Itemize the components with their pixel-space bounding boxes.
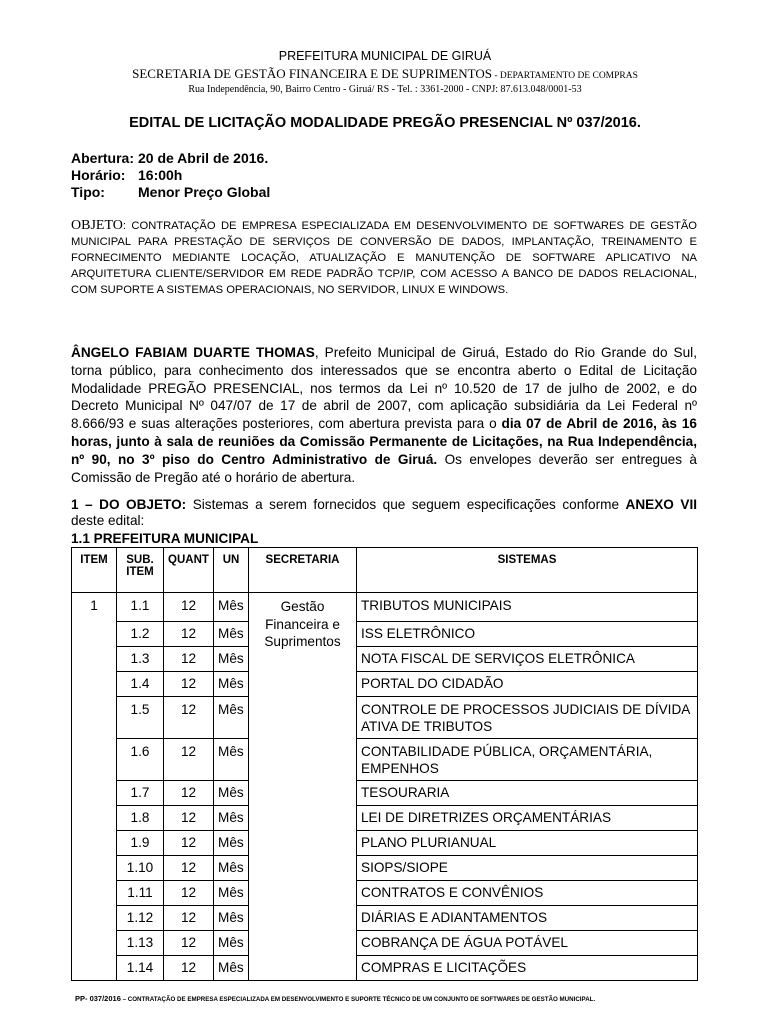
objeto-label: OBJETO xyxy=(71,218,123,233)
sistema-cell: PORTAL DO CIDADÃO xyxy=(357,672,698,697)
sistema-cell: CONTABILIDADE PÚBLICA, ORÇAMENTÁRIA, EMPENHOS xyxy=(357,739,698,781)
footer-text: – CONTRATAÇÃO DE EMPRESA ESPECIALIZADA EM DESENVOLVIMENTO E SUPORTE TÉCNICO DE UM CONJUNTO DE SOFTWARES DE GESTÃO MUNICIPAL. xyxy=(120,996,596,1003)
sub-item-cell: 1.8 xyxy=(117,806,164,831)
header-secretaria xyxy=(0,66,770,82)
quant-cell: 12 xyxy=(164,672,214,697)
sub-item-cell: 1.7 xyxy=(117,781,164,806)
sistema-cell: CONTROLE DE PROCESSOS JUDICIAIS DE DÍVIDA ATIVA DE TRIBUTOS xyxy=(357,697,698,739)
table-row xyxy=(72,739,698,781)
col-header-sistemas: SISTEMAS xyxy=(357,548,698,593)
table-row xyxy=(72,956,698,981)
item-cell: 1 xyxy=(72,593,117,981)
preambulo-bold-date: dia 07 de Abril de 2016, às 16 horas, junto à sala de reuniões da Comissão Permanente de Licitações, na Rua Independência, nº 90, no 3º piso do Centro Administrativo de Giruá. xyxy=(71,416,697,467)
sub-item-cell: 1.5 xyxy=(117,697,164,739)
table-row xyxy=(72,931,698,956)
document-title: EDITAL DE LICITAÇÃO MODALIDADE PREGÃO PRESENCIAL Nº 037/2016. xyxy=(129,115,641,131)
abertura-label: Abertura: xyxy=(71,150,135,166)
items-table xyxy=(71,547,698,981)
section-1-annex: ANEXO VII xyxy=(625,497,697,512)
page-footer xyxy=(75,994,595,1003)
quant-cell: 12 xyxy=(164,697,214,739)
sub-item-cell: 1.14 xyxy=(117,956,164,981)
quant-cell: 12 xyxy=(164,881,214,906)
section-1-heading: 1 – DO OBJETO: xyxy=(71,497,187,512)
table-row xyxy=(72,697,698,739)
sub-item-cell: 1.12 xyxy=(117,906,164,931)
sistema-cell: COBRANÇA DE ÁGUA POTÁVEL xyxy=(357,931,698,956)
table-row xyxy=(72,647,698,672)
un-cell: Mês xyxy=(214,806,249,831)
preambulo-text-2: Os envelopes deverão ser entregues à Comissão de Pregão até o horário de abertura. xyxy=(71,451,697,485)
tipo-value: Menor Preço Global xyxy=(138,184,271,200)
table-row xyxy=(72,781,698,806)
quant-cell: 12 xyxy=(164,622,214,647)
header-prefeitura: PREFEITURA MUNICIPAL DE GIRUÁ xyxy=(278,49,492,63)
header-secretaria-name: SECRETARIA DE GESTÃO FINANCEIRA E DE SUPRIMENTOS xyxy=(132,66,492,81)
table-row xyxy=(72,622,698,647)
un-cell: Mês xyxy=(214,697,249,739)
header-departamento: - DEPARTAMENTO DE COMPRAS xyxy=(491,71,638,81)
table-row xyxy=(72,593,698,622)
secretaria-cell: Gestão Financeira e Suprimentos xyxy=(249,593,357,981)
sub-item-cell: 1.6 xyxy=(117,739,164,781)
sistema-cell: TESOURARIA xyxy=(357,781,698,806)
col-header-item: ITEM xyxy=(72,548,117,593)
un-cell: Mês xyxy=(214,881,249,906)
quant-cell: 12 xyxy=(164,856,214,881)
sistema-cell: DIÁRIAS E ADIANTAMENTOS xyxy=(357,906,698,931)
prefeito-name: ÂNGELO FABIAM DUARTE THOMAS xyxy=(71,345,315,360)
sub-item-cell: 1.2 xyxy=(117,622,164,647)
table-row xyxy=(72,906,698,931)
un-cell: Mês xyxy=(214,647,249,672)
objeto-paragraph xyxy=(71,218,697,298)
sistema-cell: ISS ELETRÔNICO xyxy=(357,622,698,647)
un-cell: Mês xyxy=(214,622,249,647)
un-cell: Mês xyxy=(214,956,249,981)
section-1-1-heading: 1.1 PREFEITURA MUNICIPAL xyxy=(71,531,259,546)
sistema-cell: SIOPS/SIOPE xyxy=(357,856,698,881)
section-1-objeto xyxy=(71,497,697,529)
col-header-secretaria: SECRETARIA xyxy=(249,548,357,593)
sistema-cell: COMPRAS E LICITAÇÕES xyxy=(357,956,698,981)
abertura-value: 20 de Abril de 2016. xyxy=(138,150,269,166)
un-cell: Mês xyxy=(214,831,249,856)
meta-abertura xyxy=(71,150,268,166)
quant-cell: 12 xyxy=(164,806,214,831)
sub-item-cell: 1.4 xyxy=(117,672,164,697)
quant-cell: 12 xyxy=(164,931,214,956)
table-row xyxy=(72,806,698,831)
col-header-un: UN xyxy=(214,548,249,593)
table-row xyxy=(72,831,698,856)
table-header-row xyxy=(72,548,698,593)
preambulo-paragraph xyxy=(71,344,697,486)
footer-code: PP- 037/2016 xyxy=(75,994,121,1003)
sistema-cell: NOTA FISCAL DE SERVIÇOS ELETRÔNICA xyxy=(357,647,698,672)
col-header-quant: QUANT xyxy=(164,548,214,593)
quant-cell: 12 xyxy=(164,593,214,622)
meta-horario xyxy=(71,167,182,183)
un-cell: Mês xyxy=(214,906,249,931)
quant-cell: 12 xyxy=(164,956,214,981)
section-1-text: Sistemas a serem fornecidos que seguem especificações conforme xyxy=(186,497,626,512)
sub-item-cell: 1.1 xyxy=(117,593,164,622)
tipo-label: Tipo: xyxy=(71,184,105,200)
quant-cell: 12 xyxy=(164,831,214,856)
sistema-cell: CONTRATOS E CONVÊNIOS xyxy=(357,881,698,906)
quant-cell: 12 xyxy=(164,906,214,931)
un-cell: Mês xyxy=(214,672,249,697)
sub-item-cell: 1.13 xyxy=(117,931,164,956)
un-cell: Mês xyxy=(214,931,249,956)
sistema-cell: LEI DE DIRETRIZES ORÇAMENTÁRIAS xyxy=(357,806,698,831)
sistema-cell: PLANO PLURIANUAL xyxy=(357,831,698,856)
horario-label: Horário: xyxy=(71,167,126,183)
quant-cell: 12 xyxy=(164,739,214,781)
sistema-cell: TRIBUTOS MUNICIPAIS xyxy=(357,593,698,622)
un-cell: Mês xyxy=(214,781,249,806)
col-header-sub-item: SUB. ITEM xyxy=(117,548,164,593)
quant-cell: 12 xyxy=(164,647,214,672)
table-row xyxy=(72,672,698,697)
sub-item-cell: 1.11 xyxy=(117,881,164,906)
un-cell: Mês xyxy=(214,856,249,881)
horario-value: 16:00h xyxy=(138,167,183,183)
un-cell: Mês xyxy=(214,593,249,622)
quant-cell: 12 xyxy=(164,781,214,806)
sub-item-cell: 1.3 xyxy=(117,647,164,672)
sub-item-cell: 1.10 xyxy=(117,856,164,881)
objeto-text: : CONTRATAÇÃO DE EMPRESA ESPECIALIZADA EM DESENVOLVIMENTO DE SOFTWARES DE GESTÃO MUNICIPAL PARA PRESTAÇÃO DE SERVIÇOS DE CONVERSÃO DE DADOS, IMPLANTAÇÃO, TREINAMENTO E FORNECIMENTO MEDIANTE LOCAÇÃO, ATUALIZAÇÃO E MANUTENÇÃO DE SOFTWARE APLICATIVO NA ARQUITETURA CLIENTE/SERVIDOR EM REDE PADRÃO TCP/IP, COM ACESSO A BANCO DE DADOS RELACIONAL, COM SUPORTE A SISTEMAS OPERACIONAIS, NO SERVIDOR, LINUX E WINDOWS. xyxy=(71,220,697,296)
header-address: Rua Independência, 90, Bairro Centro - Giruá/ RS - Tel. : 3361-2000 - CNPJ: 87.613.048/0001-53 xyxy=(188,84,582,95)
meta-tipo xyxy=(71,184,270,200)
sub-item-cell: 1.9 xyxy=(117,831,164,856)
section-1-text-end: deste edital: xyxy=(71,513,145,528)
table-row xyxy=(72,856,698,881)
preambulo-text-1: , Prefeito Municipal de Giruá, Estado do Rio Grande do Sul, torna público, para conhecimento dos interessados que se encontra aberto o Edital de Licitação Modalidade PREGÃO PRESENCIAL, nos termos da Lei nº 10.520 de 17 de julho de 2002, e do Decreto Municipal Nº 047/07 de 17 de abril de 2007, com aplicação subsidiária da Lei Federal nº 8.666/93 e suas alterações posteriores, com abertura prevista para o xyxy=(71,345,697,432)
table-row xyxy=(72,881,698,906)
un-cell: Mês xyxy=(214,739,249,781)
